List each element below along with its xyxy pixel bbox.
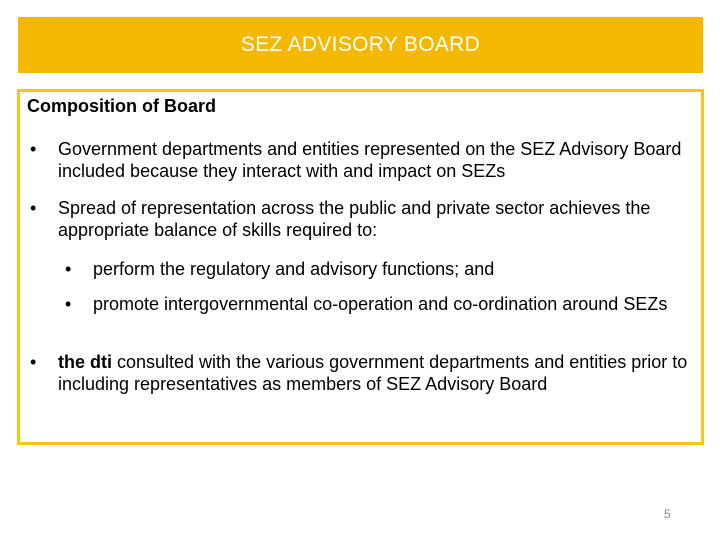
bullet-rest-text: consulted with the various government departments and entities prior to including representatives as members of SEZ Advisory Board bbox=[58, 352, 688, 394]
sub-bullet-text: perform the regulatory and advisory functions; and bbox=[93, 259, 495, 279]
bullet-icon: • bbox=[65, 294, 72, 314]
bullet-text: Spread of representation across the public and private sector achieves the appropriate balance of skills required to: bbox=[58, 198, 651, 240]
bullet-icon: • bbox=[30, 198, 37, 218]
title-bar bbox=[18, 17, 703, 73]
bullet-text bbox=[58, 351, 695, 395]
section-heading: Composition of Board bbox=[27, 96, 216, 116]
bullet-icon: • bbox=[30, 352, 37, 372]
content-box bbox=[17, 89, 704, 445]
page-number: 5 bbox=[664, 507, 671, 521]
slide-title: SEZ ADVISORY BOARD bbox=[240, 33, 481, 56]
bullet-item bbox=[30, 351, 695, 395]
bullet-text: Government departments and entities represented on the SEZ Advisory Board included because they interact with and impact on SEZs bbox=[58, 139, 682, 181]
bullet-icon: • bbox=[30, 139, 37, 159]
sub-bullet-text: promote intergovernmental co-operation and co-ordination around SEZs bbox=[93, 294, 668, 314]
bullet-icon: • bbox=[65, 259, 72, 279]
bullet-item bbox=[30, 197, 695, 241]
sub-bullet-item bbox=[65, 258, 695, 280]
dti-bold-text: the dti bbox=[58, 352, 112, 372]
sub-bullet-item bbox=[65, 293, 695, 315]
bullet-item bbox=[30, 138, 695, 182]
